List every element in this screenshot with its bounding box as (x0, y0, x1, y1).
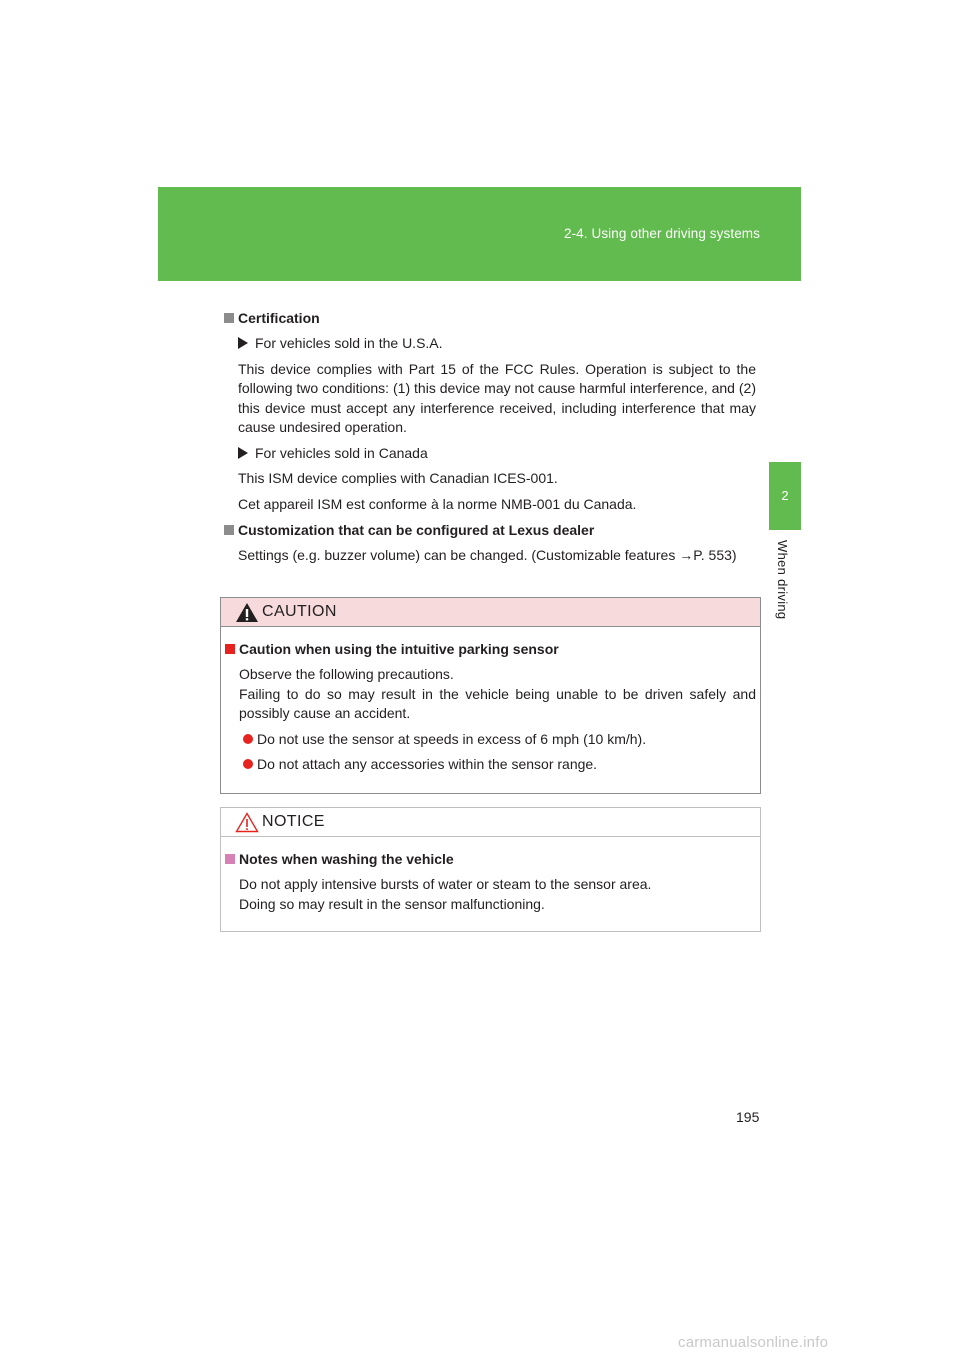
chapter-tab (769, 462, 801, 530)
caution-box (220, 597, 761, 794)
usa-paragraph: This device complies with Part 15 of the FCC Rules. Operation is subject to the following two conditions: (1) this device may not cause harmful interference, and (2) this device must accept any interference received, including interference that may cause undesired operation. (238, 360, 756, 435)
caution-bullet: Do not use the sensor at speeds in excess of 6 mph (10 km/h). (243, 730, 756, 750)
caution-body (221, 627, 760, 775)
caution-text-1: Observe the following precautions. (239, 666, 454, 682)
notice-text-2: Doing so may result in the sensor malfunctioning. (239, 895, 545, 912)
chapter-number: 2 (781, 488, 789, 503)
certification-heading: Certification (224, 308, 756, 328)
notice-body (221, 837, 760, 914)
caution-bullet: Do not attach any accessories within the sensor range. (243, 755, 756, 775)
notice-box (220, 807, 761, 932)
caution-header (221, 598, 760, 627)
section-title: 2-4. Using other driving systems (563, 226, 760, 241)
canada-paragraph-1: This ISM device complies with Canadian ICES-001. (238, 470, 558, 486)
section-header-band (158, 187, 801, 281)
notice-text-1: Do not apply intensive bursts of water or steam to the sensor area. (239, 876, 652, 892)
square-bullet-icon (224, 313, 234, 323)
customization-heading: Customization that can be configured at Lexus dealer (224, 520, 756, 540)
notice-label: NOTICE (262, 813, 325, 830)
triangle-arrow-icon (238, 337, 248, 349)
page-number: 195 (736, 1109, 760, 1125)
warning-outline-icon (235, 812, 259, 833)
notice-header (221, 808, 760, 837)
canada-label: For vehicles sold in Canada (238, 444, 756, 464)
triangle-arrow-icon (238, 447, 248, 459)
caution-label: CAUTION (262, 603, 337, 620)
caution-title: Caution when using the intuitive parking sensor (225, 639, 756, 659)
usa-label: For vehicles sold in the U.S.A. (238, 334, 756, 354)
square-bullet-icon (225, 854, 235, 864)
square-bullet-icon (225, 644, 235, 654)
red-dot-icon (243, 734, 253, 744)
canada-paragraph-2: Cet appareil ISM est conforme à la norme NMB-001 du Canada. (238, 495, 637, 512)
chapter-label: When driving (775, 540, 790, 620)
warning-triangle-icon (235, 602, 259, 623)
notice-title: Notes when washing the vehicle (225, 849, 756, 869)
caution-text-2: Failing to do so may result in the vehicle being unable to be driven safely and possibly cause an accident. (239, 685, 756, 721)
customization-paragraph: Settings (e.g. buzzer volume) can be changed. (Customizable features →P. 553) (238, 547, 737, 563)
main-content (224, 308, 756, 572)
square-bullet-icon (224, 525, 234, 535)
watermark: carmanualsonline.info (678, 1334, 829, 1351)
red-dot-icon (243, 759, 253, 769)
